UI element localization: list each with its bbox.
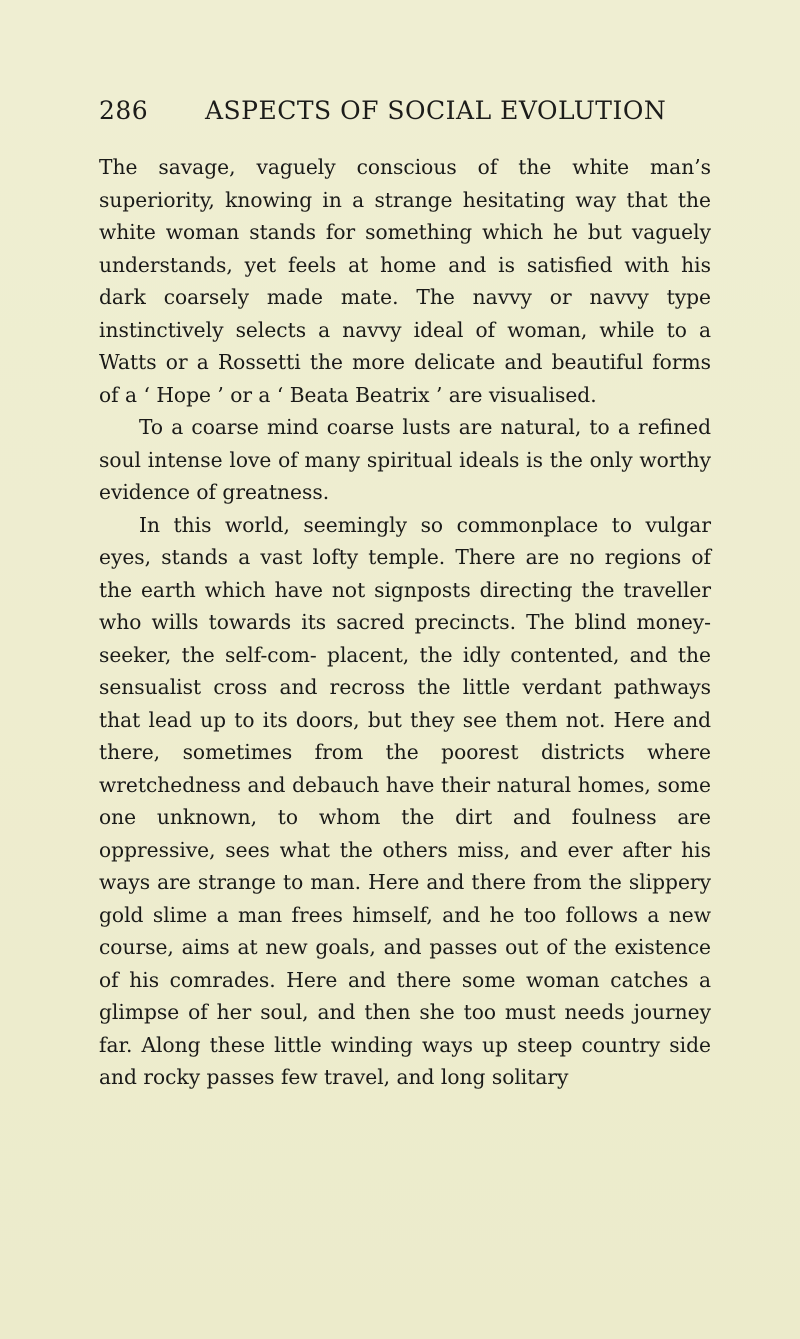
paragraph: To a coarse mind coarse lusts are natural, to a refined soul intense love of many spiritual ideals is the only worthy evidence of greatness.	[99, 415, 711, 504]
body-text	[99, 151, 711, 1094]
page-number: 286	[99, 96, 149, 125]
page-header	[99, 96, 711, 132]
paragraph: The savage, vaguely conscious of the white man’s superiority, knowing in a strange hesitating way that the white woman stands for something which he but vaguely understands, yet feels at home and is satisfied with his dark coarsely made mate. The navvy or navvy type instinctively selects a navvy ideal of woman, while to a Watts or a Rossetti the more delicate and beautiful forms of a ‘ Hope ’ or a ‘ Beata Beatrix ’ are visualised.	[99, 155, 711, 407]
paragraph: In this world, seemingly so commonplace to vulgar eyes, stands a vast lofty temple. There are no regions of the earth which have not signposts directing the traveller who wills towards its sacred precincts. The blind money-seeker, the self-com- placent, the idly contented, and the sensualist cross and recross the little verdant pathways that lead up to its doors, but they see them not. Here and there, sometimes from the poorest districts where wretchedness and debauch have their natural homes, some one unknown, to whom the dirt and foulness are oppressive, sees what the others miss, and ever after his ways are strange to man. Here and there from the slippery gold slime a man frees himself, and he too follows a new course, aims at new goals, and passes out of the existence of his comrades. Here and there some woman catches a glimpse of her soul, and then she too must needs journey far. Along these little winding ways up steep country side and rocky passes few travel, and long solitary	[99, 512, 711, 1089]
running-head: ASPECTS OF SOCIAL EVOLUTION	[205, 96, 667, 125]
